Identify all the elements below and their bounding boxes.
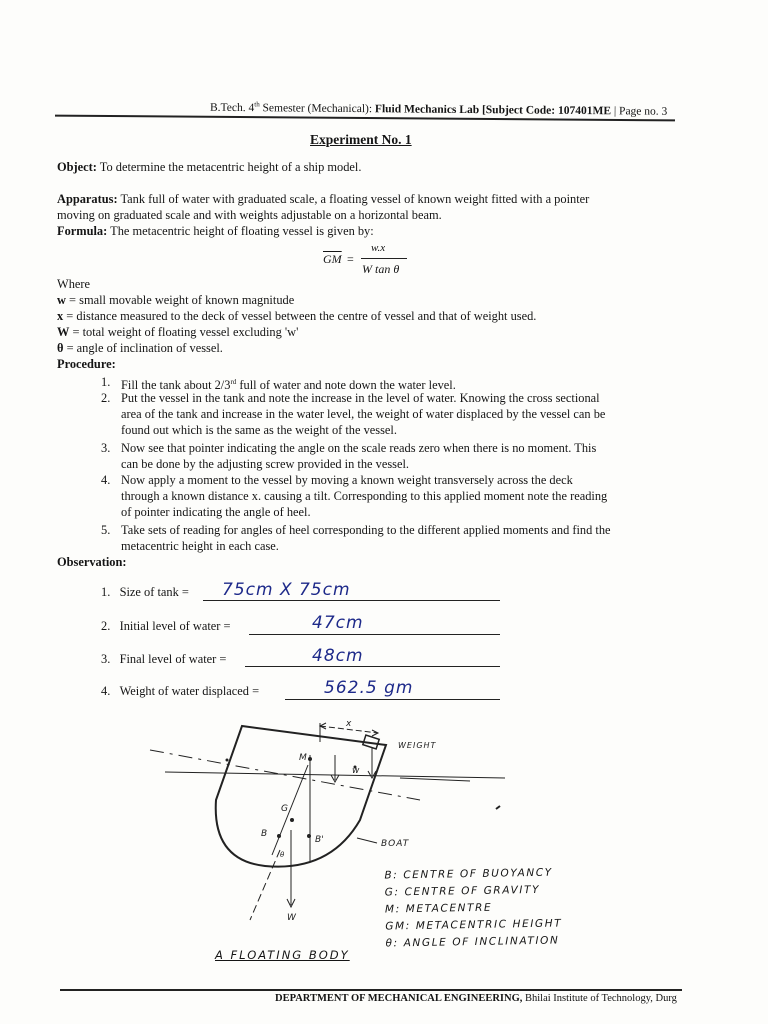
- procedure-step-line: Put the vessel in the tank and note the increase in the level of water. Knowing the cross sectional: [121, 391, 600, 405]
- formula-label: Formula:: [57, 224, 108, 238]
- where-item: W = total weight of floating vessel excluding 'w': [57, 325, 299, 339]
- legend-item: B: CENTRE OF BUOYANCY: [384, 866, 553, 882]
- buoyancy-shift-point: [307, 834, 311, 838]
- observation-value: 75cm X 75cm: [222, 580, 351, 600]
- procedure-step-line: through a known distance x. causing a tilt. Corresponding to this applied moment note the reading: [121, 489, 608, 503]
- legend-item: θ: ANGLE OF INCLINATION: [385, 934, 560, 950]
- procedure-label: Procedure:: [57, 357, 116, 371]
- legend-item: M: METACENTRE: [384, 901, 493, 916]
- x-label: x: [346, 719, 352, 729]
- page-footer: [275, 993, 677, 1004]
- b-label: B: [261, 829, 268, 839]
- footer-rule: [60, 989, 682, 991]
- legend-item: G: CENTRE OF GRAVITY: [384, 883, 541, 899]
- procedure-step-line: Now apply a moment to the vessel by moving a known weight transversely across the deck: [121, 473, 573, 487]
- formula-numerator: w.x: [371, 242, 386, 254]
- apparatus-line-2: moving on graduated scale and with weights adjustable on a horizontal beam.: [57, 208, 442, 222]
- object-text: To determine the metacentric height of a ship model.: [96, 160, 362, 174]
- observation-item: 2. Initial level of water =: [101, 619, 231, 633]
- diagram-legend: [384, 864, 562, 952]
- w-small-label: w: [352, 766, 360, 776]
- apparatus-text-1: Tank full of water with graduated scale, a floating vessel of known weight fitted with a pointer: [117, 192, 590, 206]
- header-course: Semester (Mechanical):: [259, 102, 376, 116]
- procedure-step-number: 5.: [101, 523, 111, 537]
- observation-item: 1. Size of tank =: [101, 585, 189, 599]
- observation-value: 47cm: [312, 613, 364, 633]
- observation-item: 4. Weight of water displaced =: [101, 684, 260, 698]
- observation-value: 48cm: [312, 646, 364, 666]
- where-label: Where: [57, 277, 91, 291]
- document-page: B.Tech. 4th Semester (Mechanical): Fluid Mechanics Lab [Subject Code: 107401ME | Page no. 3 Experiment No. 1 Object: To determine the metacentric height of a ship model. Apparatus: Tank full of water with graduated scale, a floating vessel of known weight fitted with a pointer moving on graduated scale and with weights adjustable on a horizontal beam. Formula: The metacentric height of floating vessel is given by: $\overline{GM}$ = w.x W tan θ Where w = small movable weight of known magnitude x = distance measured to the deck of vessel between the centre of vessel and that of weight used. W = total weight of floating vessel excluding 'w' θ = angle of inclination of vessel. Procedure: 1. Fill the tank about 2/3rd full of water and note down the water level. 2. Put the vessel in the tank and note the increase in the level of water. Knowing the cross sectional area of the tank and increase in the water level, the weight of water displaced by the vessel can be found out which is the same as the weight of the vessel. 3. Now see that pointer indicating the angle on the scale reads zero when there is no moment. This can be done by the adjusting screw provided in the vessel. 4. Now apply a moment to the vessel by moving a known weight transversely across the deck through a known distance x. causing a tilt. Corresponding to this applied moment note the reading of pointer indicating the angle of heel. 5. Take sets of reading for angles of heel corresponding to the different applied moments and find the metacentric height in each case. Observation: 1. Size of tank = 75cm X 75cm 2. Initial level of water = 47cm 3. Final level of water = 48cm 4. Weight of water displaced = 562.5 gm x WEIGHT M w G B B' θ W BOAT B: CENTRE OF BUOYANCY G: CENTRE OF GRAVITY M: METACENTRE GM: METACENTRIC HEIGHT θ: ANGLE OF INCLINATION A FLOATING BODY DEPARTMENT OF MECHANICAL ENGINEERING, Bhilai Institute of Technology, Durg: [0, 0, 768, 1024]
- procedure-step-line: metacentric height in each case.: [121, 539, 279, 553]
- observation-value: 562.5 gm: [324, 678, 414, 698]
- dashed-reference-line: [150, 750, 420, 800]
- procedure-step-number: 3.: [101, 441, 111, 455]
- weight-label: WEIGHT: [398, 741, 437, 750]
- procedure-step-number: 2.: [101, 391, 111, 405]
- procedure-step-line: can be done by the adjusting screw provided in the vessel.: [121, 457, 410, 471]
- tilted-centerline: [272, 765, 308, 855]
- observation-item: 3. Final level of water =: [101, 652, 227, 666]
- procedure-step-number: 4.: [101, 473, 111, 487]
- header-lab: Fluid Mechanics Lab [Subject Code: 107401ME: [374, 103, 612, 118]
- diagram-caption: A FLOATING BODY: [215, 948, 350, 962]
- buoyancy-point: [277, 834, 281, 838]
- footer-dept: DEPARTMENT OF MECHANICAL ENGINEERING,: [275, 993, 523, 1004]
- procedure-step-line: found out which is the same as the weight of the vessel.: [121, 423, 397, 437]
- boat-label: BOAT: [381, 839, 410, 849]
- procedure-step-number: 1.: [101, 375, 111, 389]
- theta-label: θ: [280, 851, 285, 859]
- footer-inst: Bhilai Institute of Technology, Durg: [522, 993, 677, 1004]
- observation-label: Observation:: [57, 555, 127, 569]
- where-item: θ = angle of inclination of vessel.: [57, 341, 223, 355]
- procedure-step-line: Take sets of reading for angles of heel corresponding to the different applied moments and find the: [121, 523, 611, 537]
- where-item: x = distance measured to the deck of vessel between the centre of vessel and that of weight used.: [57, 309, 537, 323]
- formula-lhs: $\overline{GM}$: [323, 252, 342, 266]
- object-label: Object:: [57, 160, 97, 174]
- legend-item: GM: METACENTRIC HEIGHT: [385, 917, 563, 933]
- b-prime-label: B': [315, 835, 324, 845]
- procedure-step-line: of pointer indicating the angle of heel.: [121, 505, 311, 519]
- formula-text: The metacentric height of floating vessel is given by:: [107, 224, 374, 238]
- where-item: w = small movable weight of known magnitude: [57, 293, 295, 307]
- metacentre-point: [308, 757, 312, 761]
- procedure-step-line: area of the tank and increase in the water level, the weight of water displaced by the vessel can be: [121, 407, 606, 421]
- gravity-point: [290, 818, 294, 822]
- g-label: G: [281, 804, 288, 814]
- apparatus-label: Apparatus:: [57, 192, 118, 206]
- m-label: M: [299, 753, 307, 763]
- header-sup: th: [254, 100, 260, 109]
- experiment-title: Experiment No. 1: [310, 132, 412, 147]
- w-big-label: W: [287, 913, 296, 923]
- formula-denominator: W tan θ: [362, 262, 400, 276]
- header-page: | Page no. 3: [610, 105, 668, 118]
- header-prefix: B.Tech. 4: [209, 101, 255, 115]
- boat-hull: [216, 726, 386, 867]
- procedure-step-line: Now see that pointer indicating the angle on the scale reads zero when there is no moment. This: [121, 441, 597, 455]
- procedure-step-line: Fill the tank about 2/3rd full of water and note down the water level.: [121, 378, 456, 393]
